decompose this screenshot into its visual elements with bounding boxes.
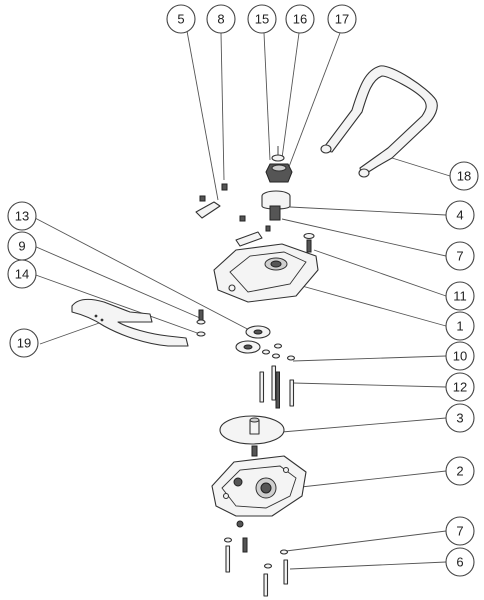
lower-housing-bore bbox=[261, 483, 271, 493]
bolt-part-12 bbox=[272, 366, 276, 400]
callout-label-5: 5 bbox=[177, 11, 185, 27]
lower-housing-foot bbox=[237, 521, 243, 527]
lower-housing-part-2 bbox=[212, 456, 306, 527]
leader-6 bbox=[290, 562, 446, 569]
fasteners-7-6-bottom bbox=[225, 538, 288, 596]
nut-part-10 bbox=[288, 356, 295, 360]
screw-part-6 bbox=[264, 574, 268, 596]
screw-part-14 bbox=[199, 310, 203, 320]
upper-housing-body bbox=[214, 244, 318, 302]
fasteners-10-12 bbox=[260, 344, 295, 408]
small-nut bbox=[266, 226, 270, 231]
callout-2 bbox=[446, 457, 474, 485]
lower-housing-hole bbox=[284, 468, 289, 473]
callout-label-1: 1 bbox=[456, 318, 464, 334]
leader-3 bbox=[282, 418, 446, 432]
handle-part-19 bbox=[72, 299, 188, 346]
callout-16 bbox=[286, 5, 314, 33]
pin-part bbox=[236, 232, 262, 246]
bolt-part-12 bbox=[276, 372, 280, 408]
callout-8 bbox=[207, 5, 235, 33]
pin-part-5 bbox=[196, 202, 220, 218]
washer-part-7 bbox=[304, 234, 314, 239]
nut-top-face bbox=[272, 165, 286, 171]
callout-7-top bbox=[446, 242, 474, 270]
side-handle-hole bbox=[101, 319, 104, 322]
callout-5 bbox=[167, 5, 195, 33]
washer-small bbox=[197, 320, 205, 324]
washer-13-hole bbox=[254, 330, 262, 334]
callout-15 bbox=[248, 5, 276, 33]
callout-label-10: 10 bbox=[452, 348, 468, 364]
bolt-part-12 bbox=[290, 380, 294, 406]
upper-housing-hole bbox=[229, 285, 235, 291]
washer-part-16 bbox=[272, 155, 284, 161]
leader-16 bbox=[282, 33, 299, 158]
callout-14 bbox=[8, 260, 36, 288]
callout-1 bbox=[446, 312, 474, 340]
lower-housing-hole bbox=[224, 494, 229, 499]
leader-18 bbox=[392, 158, 450, 176]
callout-label-15: 15 bbox=[254, 11, 270, 27]
callout-17 bbox=[328, 5, 356, 33]
washers-13-9-14 bbox=[197, 310, 270, 353]
callout-9 bbox=[8, 232, 36, 260]
washer-9-hole bbox=[244, 345, 252, 349]
screw-part-11 bbox=[307, 240, 311, 252]
gear-disc-part-3 bbox=[220, 416, 284, 456]
side-handle-hole bbox=[95, 315, 98, 318]
callout-label-16: 16 bbox=[292, 11, 308, 27]
callout-label-6: 6 bbox=[456, 554, 464, 570]
callout-11 bbox=[446, 282, 474, 310]
callout-label-19: 19 bbox=[16, 335, 32, 351]
bushing-part-4 bbox=[262, 191, 290, 220]
callout-label-3: 3 bbox=[456, 410, 464, 426]
upper-housing-part-1 bbox=[214, 244, 318, 302]
pin-parts-5-8 bbox=[196, 184, 270, 246]
callout-10 bbox=[446, 342, 474, 370]
callout-label-8: 8 bbox=[217, 11, 225, 27]
callout-18 bbox=[450, 162, 478, 190]
callout-3 bbox=[446, 404, 474, 432]
small-nut bbox=[240, 216, 245, 221]
nut-part-8 bbox=[222, 184, 227, 190]
nut-part-10 bbox=[263, 350, 270, 354]
leader-12 bbox=[293, 383, 446, 387]
handle-tube bbox=[322, 66, 437, 176]
leader-5 bbox=[187, 31, 218, 200]
callout-4 bbox=[446, 201, 474, 229]
callout-7-bottom bbox=[446, 517, 474, 545]
callout-19 bbox=[10, 329, 38, 357]
washer-part-7 bbox=[281, 550, 288, 554]
leader-11 bbox=[314, 250, 446, 296]
handle-end-right bbox=[359, 169, 369, 177]
callout-label-9: 9 bbox=[18, 238, 26, 254]
washer-part-7 bbox=[265, 564, 272, 568]
screw-part-6 bbox=[284, 560, 288, 584]
lower-housing-hole bbox=[234, 478, 242, 486]
callout-label-2: 2 bbox=[456, 463, 464, 479]
upper-housing-bore bbox=[271, 261, 281, 267]
leader-2 bbox=[292, 471, 446, 488]
small-nut bbox=[200, 196, 205, 201]
screw-part-6 bbox=[243, 538, 247, 552]
callout-label-17: 17 bbox=[334, 11, 350, 27]
callout-13 bbox=[8, 202, 36, 230]
callout-label-11: 11 bbox=[453, 288, 467, 304]
callout-label-12: 12 bbox=[452, 379, 468, 395]
callout-label-18: 18 bbox=[456, 168, 472, 184]
leader-15 bbox=[264, 33, 270, 160]
leader-7-bottom bbox=[286, 531, 446, 551]
bolt-part-12 bbox=[260, 372, 264, 402]
callout-6 bbox=[446, 548, 474, 576]
leader-10 bbox=[293, 356, 446, 361]
callout-12 bbox=[446, 373, 474, 401]
leader-19 bbox=[40, 322, 102, 344]
screw-part-6 bbox=[226, 546, 230, 572]
gear-shaft bbox=[252, 446, 257, 456]
splined-shaft bbox=[270, 206, 280, 220]
gear-hub-top bbox=[250, 418, 259, 422]
nut-part-10 bbox=[273, 354, 280, 358]
callout-label-7-bottom: 7 bbox=[456, 523, 464, 539]
nut-part-10 bbox=[275, 344, 282, 348]
washer-small bbox=[197, 332, 205, 336]
callout-label-13: 13 bbox=[14, 208, 30, 224]
handle-end-left bbox=[321, 145, 331, 153]
side-handle-tube bbox=[72, 299, 188, 346]
leader-4 bbox=[290, 207, 446, 215]
callout-label-14: 14 bbox=[14, 266, 30, 282]
callout-label-7-top: 7 bbox=[456, 248, 464, 264]
callout-label-4: 4 bbox=[456, 207, 464, 223]
screw-upper-7-11 bbox=[304, 234, 314, 253]
washer-part-7 bbox=[225, 538, 232, 542]
leader-8 bbox=[221, 33, 224, 180]
handle-part-18 bbox=[321, 66, 437, 177]
